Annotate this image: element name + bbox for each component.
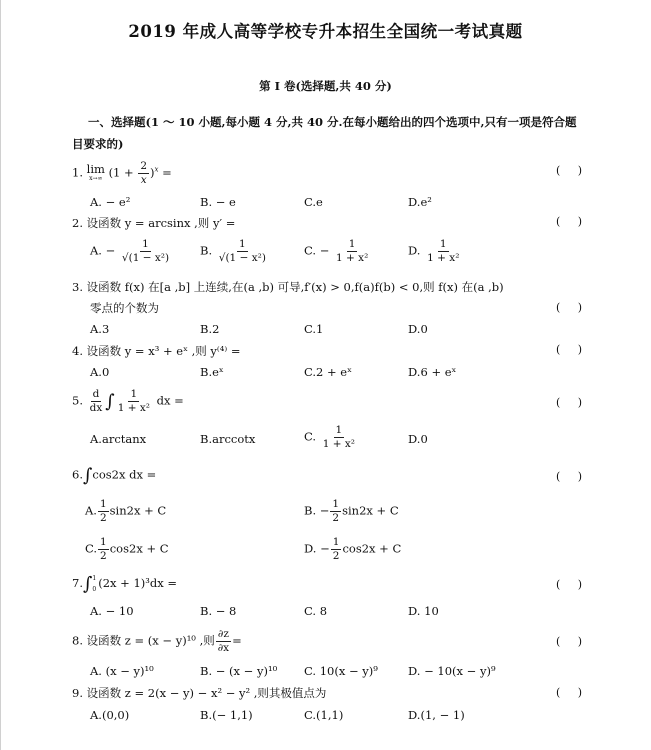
fraction-numerator: 1 — [332, 498, 340, 510]
option-expr: cos2x + C — [342, 541, 402, 556]
integrand: (2x + 1)³dx = — [98, 576, 177, 590]
section-heading: 第 Ⅰ 卷(选择题,共 40 分) — [259, 79, 392, 93]
expr-close: ) — [150, 165, 155, 180]
option-c — [85, 536, 169, 563]
answer-bracket: ( ) — [556, 396, 590, 409]
fraction-numerator: 1 — [439, 238, 447, 250]
option-c: C.e — [304, 195, 323, 209]
option-b: B.2 — [200, 322, 220, 336]
question-8 — [72, 628, 242, 655]
question-9: 9. 设函数 z = 2(x − y) − x² − y² ,则其极值点为 — [72, 686, 327, 700]
option-b — [304, 498, 399, 525]
page-title: 2019 年成人高等学校专升本招生全国统一考试真题 — [128, 22, 523, 41]
expr-open: (1 + — [108, 165, 134, 180]
fraction — [331, 536, 342, 563]
option-c: C. 8 — [304, 604, 328, 618]
answer-bracket: ( ) — [556, 164, 590, 177]
expr-tail: dx = — [156, 393, 184, 408]
fraction-denominator: x — [140, 174, 147, 186]
answer-bracket: ( ) — [556, 686, 590, 699]
option-c: C. 10(x − y)⁹ — [304, 664, 378, 678]
fraction — [98, 536, 109, 563]
option-b: B. − (x − y)¹⁰ — [200, 664, 278, 678]
option-b: B.(− 1,1) — [200, 708, 253, 722]
expr-tail: = — [158, 165, 172, 180]
option-b — [200, 238, 269, 265]
integral-sign: ∫ — [105, 391, 115, 412]
option-a: A. − e² — [90, 195, 131, 209]
fraction-numerator: 1 — [100, 536, 107, 548]
fraction-denominator: 1 + x² — [322, 438, 355, 450]
partial-derivative — [216, 628, 231, 655]
option-label: B. — [200, 243, 213, 258]
fraction — [120, 238, 171, 265]
integral-sign: ∫ — [82, 465, 93, 486]
fraction-denominator: √(1 − x²) — [218, 252, 266, 264]
option-b: B. − 8 — [200, 604, 237, 618]
fraction-denominator: ∂x — [217, 642, 230, 654]
fraction-numerator: 1 — [348, 238, 356, 250]
option-d — [408, 238, 462, 265]
limit-text: lim — [86, 161, 105, 176]
answer-bracket: ( ) — [556, 215, 590, 228]
option-d: D. − 10(x − y)⁹ — [408, 664, 496, 678]
fraction-numerator: d — [92, 388, 100, 400]
option-label: A. — [85, 503, 97, 518]
option-label: D. — [408, 243, 421, 258]
option-c: C.1 — [304, 322, 324, 336]
answer-bracket: ( ) — [556, 578, 590, 591]
option-a: A.arctanx — [90, 432, 147, 446]
question-number: 7. — [72, 576, 83, 590]
fraction — [217, 238, 268, 265]
fraction — [116, 388, 152, 415]
fraction-numerator: 1 — [335, 424, 343, 436]
fraction-denominator: 2 — [332, 512, 340, 524]
option-d: D.e² — [408, 195, 432, 209]
question-2: 2. 设函数 y = arcsinx ,则 y′ = — [72, 216, 236, 230]
fraction-numerator: 1 — [99, 498, 107, 510]
lower-limit: 0 — [92, 586, 97, 593]
option-d — [304, 536, 401, 563]
fraction-numerator: 1 — [239, 238, 246, 250]
option-c — [304, 424, 358, 451]
fraction — [425, 238, 461, 265]
option-label: D. − — [304, 541, 330, 556]
option-d: D.0 — [408, 432, 428, 446]
fraction-numerator: 1 — [332, 536, 340, 548]
question-3-line-2: 零点的个数为 — [90, 301, 159, 315]
question-6 — [72, 465, 156, 486]
answer-bracket: ( ) — [556, 470, 590, 483]
page-edge — [0, 0, 1, 750]
option-a: A.3 — [90, 322, 110, 336]
fraction — [334, 238, 370, 265]
fraction-denominator: 2 — [99, 512, 107, 524]
question-text: 8. 设函数 z = (x − y)¹⁰ ,则 — [72, 633, 215, 648]
option-label: A. − — [90, 243, 116, 258]
question-number: 6. — [72, 467, 83, 482]
fraction-numerator: ∂z — [217, 628, 229, 640]
fraction-numerator: 1 — [130, 388, 138, 400]
fraction-denominator: 1 + x² — [117, 402, 150, 414]
expr-tail: = — [232, 633, 242, 648]
fraction-denominator: 2 — [100, 550, 107, 562]
answer-bracket: ( ) — [556, 343, 590, 356]
fraction-numerator: 1 — [142, 238, 149, 250]
fraction-denominator: √(1 − x²) — [121, 252, 170, 264]
question-5 — [72, 388, 184, 415]
question-3-line-1: 3. 设函数 f(x) 在[a ,b] 上连续,在(a ,b) 可导,f′(x) > 0,f(a)f(b) < 0,则 f(x) 在(a ,b) — [72, 280, 504, 294]
fraction — [98, 498, 109, 525]
option-a: A. − 10 — [90, 604, 134, 618]
answer-bracket: ( ) — [556, 635, 590, 648]
option-c: C.2 + eˣ — [304, 365, 352, 379]
fraction-denominator: 2 — [332, 550, 340, 562]
limit-symbol — [86, 161, 105, 184]
question-1 — [72, 160, 172, 187]
option-a — [85, 498, 166, 525]
option-label: B. − — [304, 503, 330, 518]
option-a: A. (x − y)¹⁰ — [90, 664, 154, 678]
option-a — [90, 238, 172, 265]
option-c: C.(1,1) — [304, 708, 344, 722]
integral-limits — [92, 573, 96, 595]
fraction — [138, 160, 149, 187]
option-a: A.(0,0) — [90, 708, 130, 722]
question-number: 1. — [72, 165, 83, 180]
exponent: x — [154, 165, 159, 174]
option-expr: sin2x + C — [109, 503, 167, 518]
option-d: D.0 — [408, 322, 428, 336]
question-7 — [72, 573, 177, 595]
option-d: D.6 + eˣ — [408, 365, 457, 379]
fraction-denominator: dx — [89, 402, 103, 414]
option-label: C. − — [304, 243, 330, 258]
option-c — [304, 238, 371, 265]
option-b: B. − e — [200, 195, 236, 209]
derivative-operator — [88, 388, 105, 415]
option-a: A.0 — [90, 365, 110, 379]
option-label: C. — [304, 429, 317, 444]
option-b: B.eˣ — [200, 365, 224, 379]
limit-subscript: x→∞ — [89, 174, 103, 182]
option-d: D. 10 — [408, 604, 439, 618]
fraction-numerator: 2 — [140, 160, 148, 172]
fraction-denominator: 1 + x² — [427, 252, 460, 264]
option-expr: cos2x + C — [109, 541, 169, 556]
question-4: 4. 设函数 y = x³ + eˣ ,则 y⁽⁴⁾ = — [72, 344, 241, 358]
answer-bracket: ( ) — [556, 301, 590, 314]
section-instructions: 一、选择题(1 ～ 10 小题,每小题 4 分,共 40 分.在每小题给出的四个选项中,只有一项是符合题目要求的) — [72, 115, 577, 151]
option-label: C. — [85, 541, 98, 556]
question-number: 5. — [72, 393, 83, 408]
fraction-denominator: 1 + x² — [336, 252, 369, 264]
upper-limit: 1 — [92, 575, 97, 582]
fraction — [330, 498, 341, 525]
option-expr: sin2x + C — [342, 503, 399, 518]
integrand: cos2x dx = — [92, 467, 157, 482]
option-b: B.arccotx — [200, 432, 256, 446]
integral-sign: ∫ — [82, 573, 93, 595]
fraction — [321, 424, 357, 451]
option-d: D.(1, − 1) — [408, 708, 465, 722]
